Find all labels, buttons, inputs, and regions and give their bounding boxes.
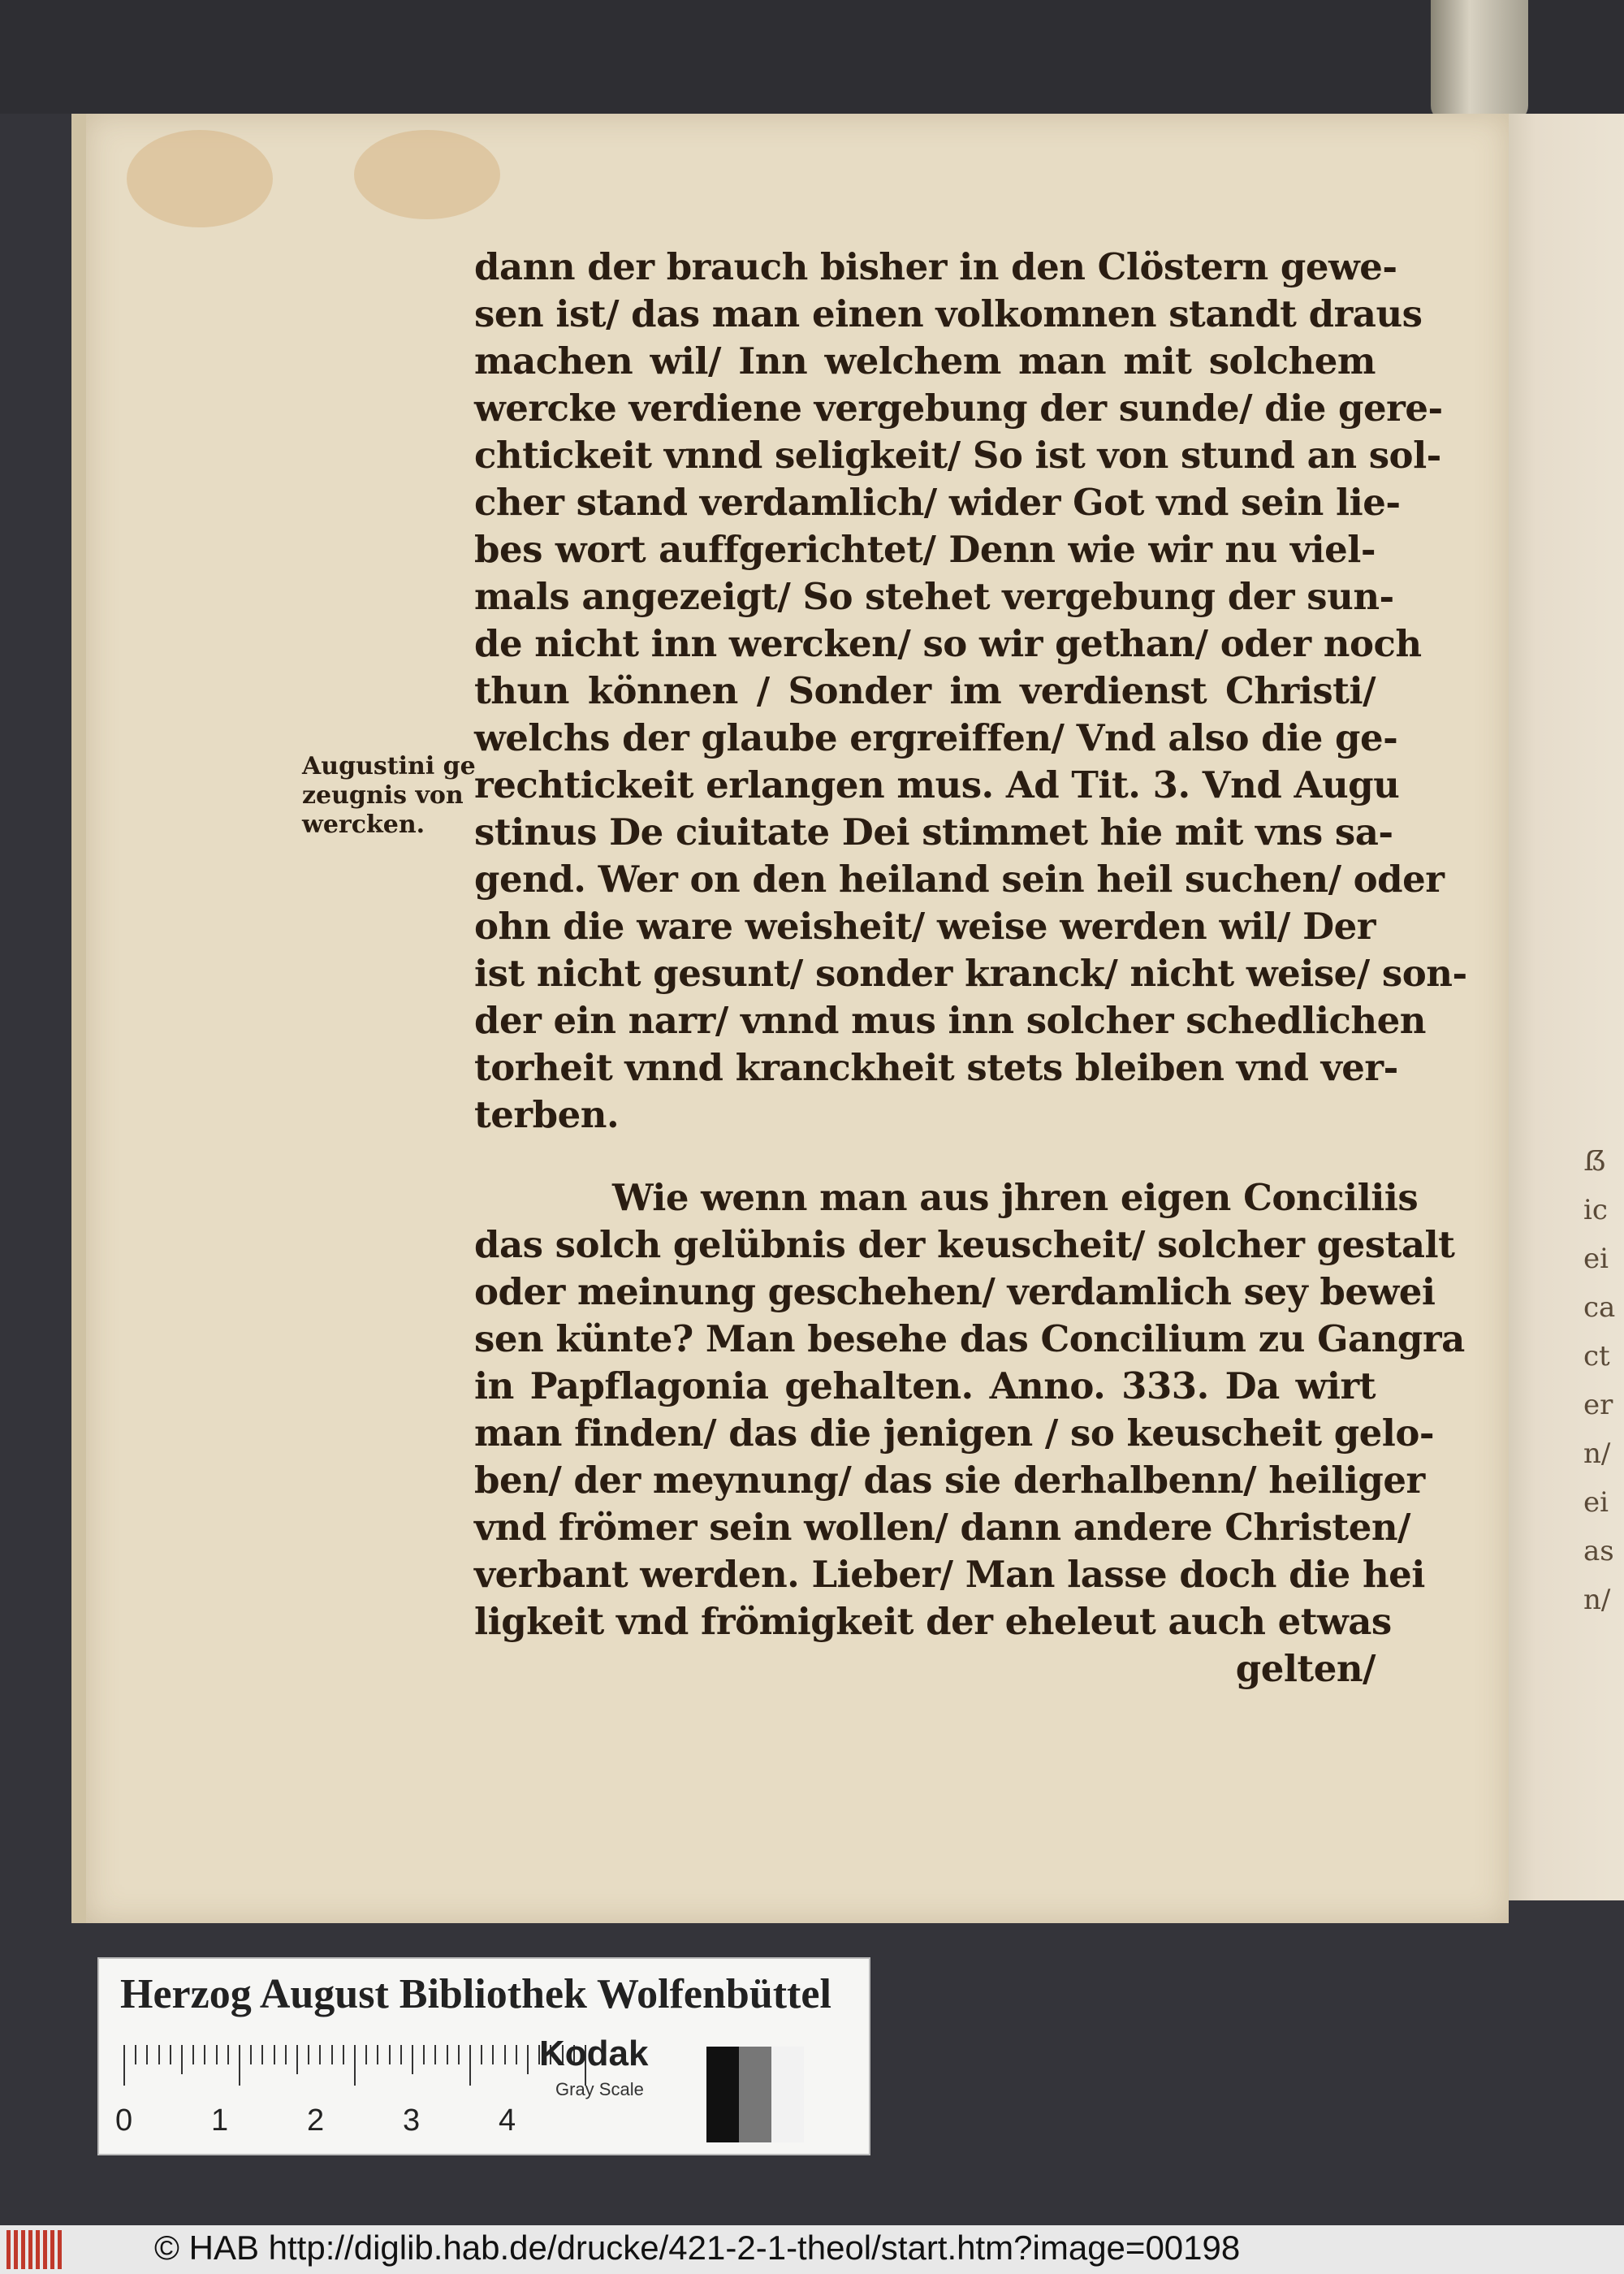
color-ruler-card — [97, 1957, 870, 2155]
ruler-tick — [158, 2045, 160, 2064]
ruler-number: 4 — [499, 2103, 516, 2138]
ruler-tick — [192, 2045, 194, 2064]
text-line: bes wort auffgerichtet/ Denn wie wir nu viel- — [474, 528, 1376, 571]
ruler-number: 3 — [403, 2103, 421, 2138]
ruler-numbers — [115, 2103, 619, 2144]
paragraph-2 — [474, 1174, 1465, 1645]
text-line: de nicht inn wercken/ so wir gethan/ oder noch — [474, 622, 1422, 665]
ruler-tick — [135, 2045, 136, 2064]
facing-page — [1494, 114, 1624, 1900]
ruler-tick — [250, 2045, 252, 2064]
ruler-tick — [412, 2045, 413, 2074]
marginal-note — [302, 752, 489, 840]
ruler-tick — [146, 2045, 148, 2064]
ruler-tick — [434, 2045, 436, 2064]
text-line: ligkeit vnd frömigkeit der eheleut auch etwas — [474, 1600, 1392, 1643]
text-line: mals angezeigt/ So stehet vergebung der sun- — [474, 575, 1394, 618]
text-line: gend. Wer on den heiland sein heil suchen/ oder — [474, 858, 1445, 901]
ruler-tick — [516, 2045, 517, 2064]
text-line: machen wil/ Inn welchem man mit solchem — [474, 339, 1376, 383]
hab-logo-icon — [6, 2230, 68, 2269]
ruler-tick — [469, 2045, 471, 2086]
page-stain — [354, 130, 500, 219]
text-line: terben. — [474, 1093, 620, 1136]
text-line: vnd frömer sein wollen/ dann andere Christen/ — [474, 1506, 1410, 1549]
page-stain — [127, 130, 273, 227]
ruler-number: 0 — [115, 2103, 133, 2138]
text-line: welchs der glaube ergreiffen/ Vnd also die ge- — [474, 716, 1398, 759]
ruler-tick — [492, 2045, 494, 2064]
text-line: der ein narr/ vnnd mus inn solcher schedlichen — [474, 999, 1426, 1042]
ruler-number: 2 — [307, 2103, 325, 2138]
gray-swatch — [771, 2047, 804, 2142]
ruler-tick — [377, 2045, 378, 2064]
facing-fragment: ei — [1583, 1243, 1609, 1275]
text-line: rechtickeit erlangen mus. Ad Tit. 3. Vnd Augu — [474, 763, 1400, 806]
ruler-number: 1 — [211, 2103, 229, 2138]
text-line: das solch gelübnis der keuscheit/ solcher gestalt — [474, 1223, 1455, 1266]
ruler-tick — [400, 2045, 402, 2064]
facing-fragment: ct — [1583, 1340, 1610, 1373]
catchword: gelten/ — [1235, 1647, 1376, 1690]
ruler-tick — [365, 2045, 367, 2064]
ruler-tick — [261, 2045, 263, 2064]
ruler-tick — [343, 2045, 344, 2064]
facing-fragment: er — [1583, 1389, 1613, 1421]
ruler-tick — [123, 2045, 125, 2086]
ruler-tick — [354, 2045, 356, 2086]
facing-fragment: n/ — [1583, 1437, 1611, 1470]
ruler-tick — [319, 2045, 321, 2064]
ruler-tick — [285, 2045, 287, 2064]
text-line: thun können / Sonder im verdienst Christi/ — [474, 669, 1376, 712]
facing-fragment: ẞ — [1583, 1145, 1607, 1178]
library-name: Herzog August Bibliothek Wolfenbüttel — [120, 1971, 831, 2017]
gray-swatches — [706, 2047, 804, 2142]
text-line: ohn die ware weisheit/ weise werden wil/ Der — [474, 905, 1376, 948]
ruler-tick — [274, 2045, 275, 2064]
text-line: stinus De ciuitate Dei stimmet hie mit vns sa- — [474, 811, 1393, 854]
ruler-tick — [216, 2045, 218, 2064]
text-line: ist nicht gesunt/ sonder kranck/ nicht weise/ son- — [474, 952, 1467, 995]
kodak-logo: Kodak — [539, 2034, 649, 2073]
text-line: dann der brauch bisher in den Clöstern gewe- — [474, 245, 1397, 288]
text-line: chtickeit vnnd seligkeit/ So ist von stund an sol- — [474, 434, 1441, 477]
ruler-tick — [296, 2045, 298, 2074]
text-line: torheit vnnd kranckheit stets bleiben vnd ver- — [474, 1046, 1398, 1089]
ruler-tick — [331, 2045, 333, 2064]
text-line: Wie wenn man aus jhren eigen Conciliis — [612, 1176, 1419, 1219]
main-text-block — [474, 244, 1467, 1693]
paragraph-1 — [474, 244, 1467, 1139]
gray-swatch — [739, 2047, 771, 2142]
facing-fragment: ca — [1583, 1291, 1616, 1324]
gray-swatch — [706, 2047, 739, 2142]
ruler-tick — [423, 2045, 425, 2064]
ruler-tick — [447, 2045, 448, 2064]
book-clasp — [1431, 0, 1528, 122]
text-line: sen künte? Man besehe das Concilium zu Gangra — [474, 1317, 1465, 1360]
facing-page-text — [1583, 1137, 1624, 1624]
ruler-tick — [481, 2045, 482, 2064]
text-line: verbant werden. Lieber/ Man lasse doch die hei — [474, 1553, 1425, 1596]
ruler-tick — [181, 2045, 183, 2074]
text-line: wercke verdiene vergebung der sunde/ die gere- — [474, 387, 1443, 430]
marginal-note-line: Augustini ge — [302, 752, 476, 780]
gray-scale-label: Gray Scale — [555, 2079, 644, 2099]
text-line: ben/ der meynung/ das sie derhalbenn/ heiliger — [474, 1459, 1425, 1502]
marginal-note-line: wercken. — [302, 811, 425, 839]
ruler-tick — [170, 2045, 171, 2064]
text-line: cher stand verdamlich/ wider Got vnd sein lie- — [474, 481, 1401, 524]
ruler-tick — [527, 2045, 529, 2074]
ruler-tick — [389, 2045, 391, 2064]
facing-fragment: ic — [1583, 1194, 1608, 1226]
text-line: sen ist/ das man einen volkomnen standt draus — [474, 292, 1423, 335]
marginal-note-line: zeugnis von — [302, 781, 464, 810]
text-line: man finden/ das die jenigen / so keuscheit gelo- — [474, 1412, 1435, 1455]
facing-fragment: n/ — [1583, 1584, 1611, 1616]
ruler-tick — [504, 2045, 506, 2064]
ruler-tick — [239, 2045, 240, 2086]
facing-fragment: as — [1583, 1535, 1614, 1567]
ruler-tick — [227, 2045, 229, 2064]
ruler-tick — [308, 2045, 309, 2064]
footer-url: © HAB http://diglib.hab.de/drucke/421-2-1-theol/start.htm?image=00198 — [154, 2229, 1241, 2267]
ruler-tick — [204, 2045, 205, 2064]
ruler-tick — [458, 2045, 460, 2064]
ruler-scale — [123, 2045, 594, 2086]
scan-background-top — [0, 0, 1624, 114]
facing-fragment: ei — [1583, 1486, 1609, 1519]
text-line: in Papflagonia gehalten. Anno. 333. Da wirt — [474, 1364, 1376, 1407]
text-line: oder meinung geschehen/ verdamlich sey bewei — [474, 1270, 1436, 1313]
footer-bar — [0, 2225, 1624, 2274]
